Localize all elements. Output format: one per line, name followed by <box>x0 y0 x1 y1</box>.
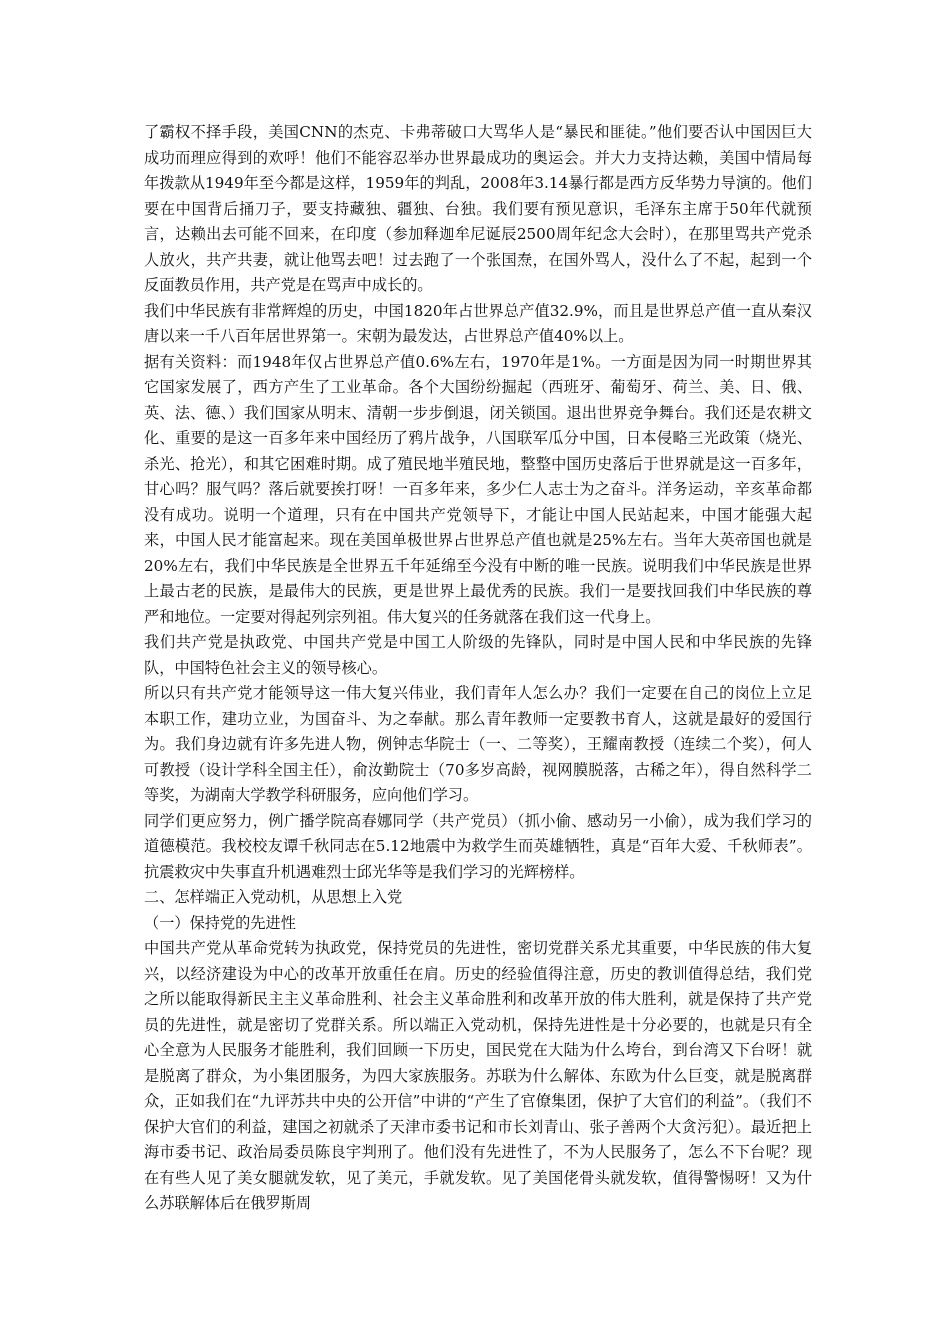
paragraph-us-media-criticism: 了霸权不择手段，美国CNN的杰克、卡弗蒂破口大骂华人是“暴民和匪徒。”他们要否认中国因巨大成功而理应得到的欢呼！他们不能容忍举办世界最成功的奥运会。并大力支持达赖，美国中情局每年拨款从1949年至今都是这样，1959年的判乱，2008年3.14暴行都是西方反华势力导演的。他们要在中国背后捅刀子，要支持藏独、疆独、台独。我们要有预见意识，毛泽东主席于50年代就预言，达赖出去可能不回来，在印度（参加释迦牟尼诞辰2500周年纪念大会时），在那里骂共产党杀人放火，共产共妻，就让他骂去吧！过去跑了一个张国焘，在国外骂人，没什么了不起，起到一个反面教员作用，共产党是在骂声中成长的。 <box>144 123 812 294</box>
paragraph-chinese-history: 我们中华民族有非常辉煌的历史，中国1820年占世界总产值32.9%，而且是世界总产值一直从秦汉唐以来一千八百年居世界第一。宋朝为最发达，占世界总产值40%以上。 <box>144 301 812 345</box>
section-heading-2: 二、怎样端正入党动机，从思想上入党 <box>144 888 403 906</box>
paragraph-decline-and-revival: 据有关资料：而1948年仅占世界总产值0.6%左右，1970年是1%。一方面是因为同一时期世界其它国家发展了，西方产生了工业革命。各个大国纷纷掘起（西班牙、葡萄牙、荷兰、美、日、俄、英、法、德、）我们国家从明末、清朝一步步倒退，闭关锁国。退出世界竞争舞台。我们还是农耕文化、重要的是这一百多年来中国经历了鸦片战争，八国联军瓜分中国，日本侵略三光政策（烧光、杀光、抢光），和其它困难时期。成了殖民地半殖民地，整整中国历史落后于世界就是这一百多年，甘心吗？服气吗？落后就要挨打呀！一百多年来，多少仁人志士为之奋斗。洋务运动，辛亥革命都没有成功。说明一个道理，只有在中国共产党领导下，才能让中国人民站起来，中国才能强大起来，中国人民才能富起来。现在美国单极世界占世界总产值也就是25%左右。当年大英帝国也就是20%左右，我们中华民族是全世界五千年延绵至今没有中断的唯一民族。说明我们中华民族是世界上最古老的民族，是最伟大的民族，更是世界上最优秀的民族。我们一是要找回我们中华民族的尊严和地位。一定要对得起列宗列祖。伟大复兴的任务就落在我们这一代身上。 <box>144 352 812 626</box>
paragraph-youth-role: 所以只有共产党才能领导这一伟大复兴伟业，我们青年人怎么办？我们一定要在自己的岗位上立足本职工作，建功立业，为国奋斗、为之奉献。那么青年教师一定要教书育人，这就是最好的爱国行为。我们身边就有许多先进人物，例钟志华院士（一、二等奖），王耀南教授（连续二个奖），何人可教授（设计学科全国主任），俞汝勤院士（70多岁高龄，视网膜脱落，古稀之年），得自然科学二等奖，为湖南大学教学科研服务，应向他们学习。 <box>144 684 812 804</box>
paragraph-party-advancement: 中国共产党从革命党转为执政党，保持党员的先进性，密切党群关系尤其重要，中华民族的伟大复兴，以经济建设为中心的改革开放重任在肩。历史的经验值得注意，历史的教训值得总结，我们党之所以能取得新民主主义革命胜利、社会主义革命胜利和改革开放的伟大胜利，就是保持了共产党员的先进性，就是密切了党群关系。所以端正入党动机，保持先进性是十分必要的，也就是只有全心全意为人民服务才能胜利，我们回顾一下历史，国民党在大陆为什么垮台，到台湾又下台呀！就是脱离了群众，为小集团服务，为四大家族服务。苏联为什么解体、东欧为什么巨变，就是脱离群众，正如我们在“九评苏共中央的公开信”中讲的“产生了官僚集团，保护了大官们的利益”。（我们不保护大官们的利益，建国之初就杀了天津市委书记和市长刘青山、张子善两个大贪污犯）。最近把上海市委书记、政治局委员陈良宇判刑了。他们没有先进性了，不为人民服务了，怎么不下台呢？现在有些人见了美女腿就发软，见了美元，手就发软。见了美国佬骨头就发软，值得警惕呀！又为什么苏联解体后在俄罗斯周 <box>144 939 812 1212</box>
paragraph-student-examples: 同学们更应努力，例广播学院高春娜同学（共产党员）（抓小偷、感动另一小偷），成为我们学习的道德模范。我校校友谭千秋同志在5.12地震中为救学生而英雄牺牲，真是“百年大爱、千秋师表”。抗震救灾中失事直升机遇难烈士邱光华等是我们学习的光辉榜样。 <box>144 811 812 881</box>
subsection-heading-1: （一）保持党的先进性 <box>144 913 296 932</box>
document-body <box>144 120 812 1217</box>
paragraph-party-vanguard: 我们共产党是执政党、中国共产党是中国工人阶级的先锋队，同时是中国人民和中华民族的先锋队，中国特色社会主义的领导核心。 <box>144 633 812 677</box>
